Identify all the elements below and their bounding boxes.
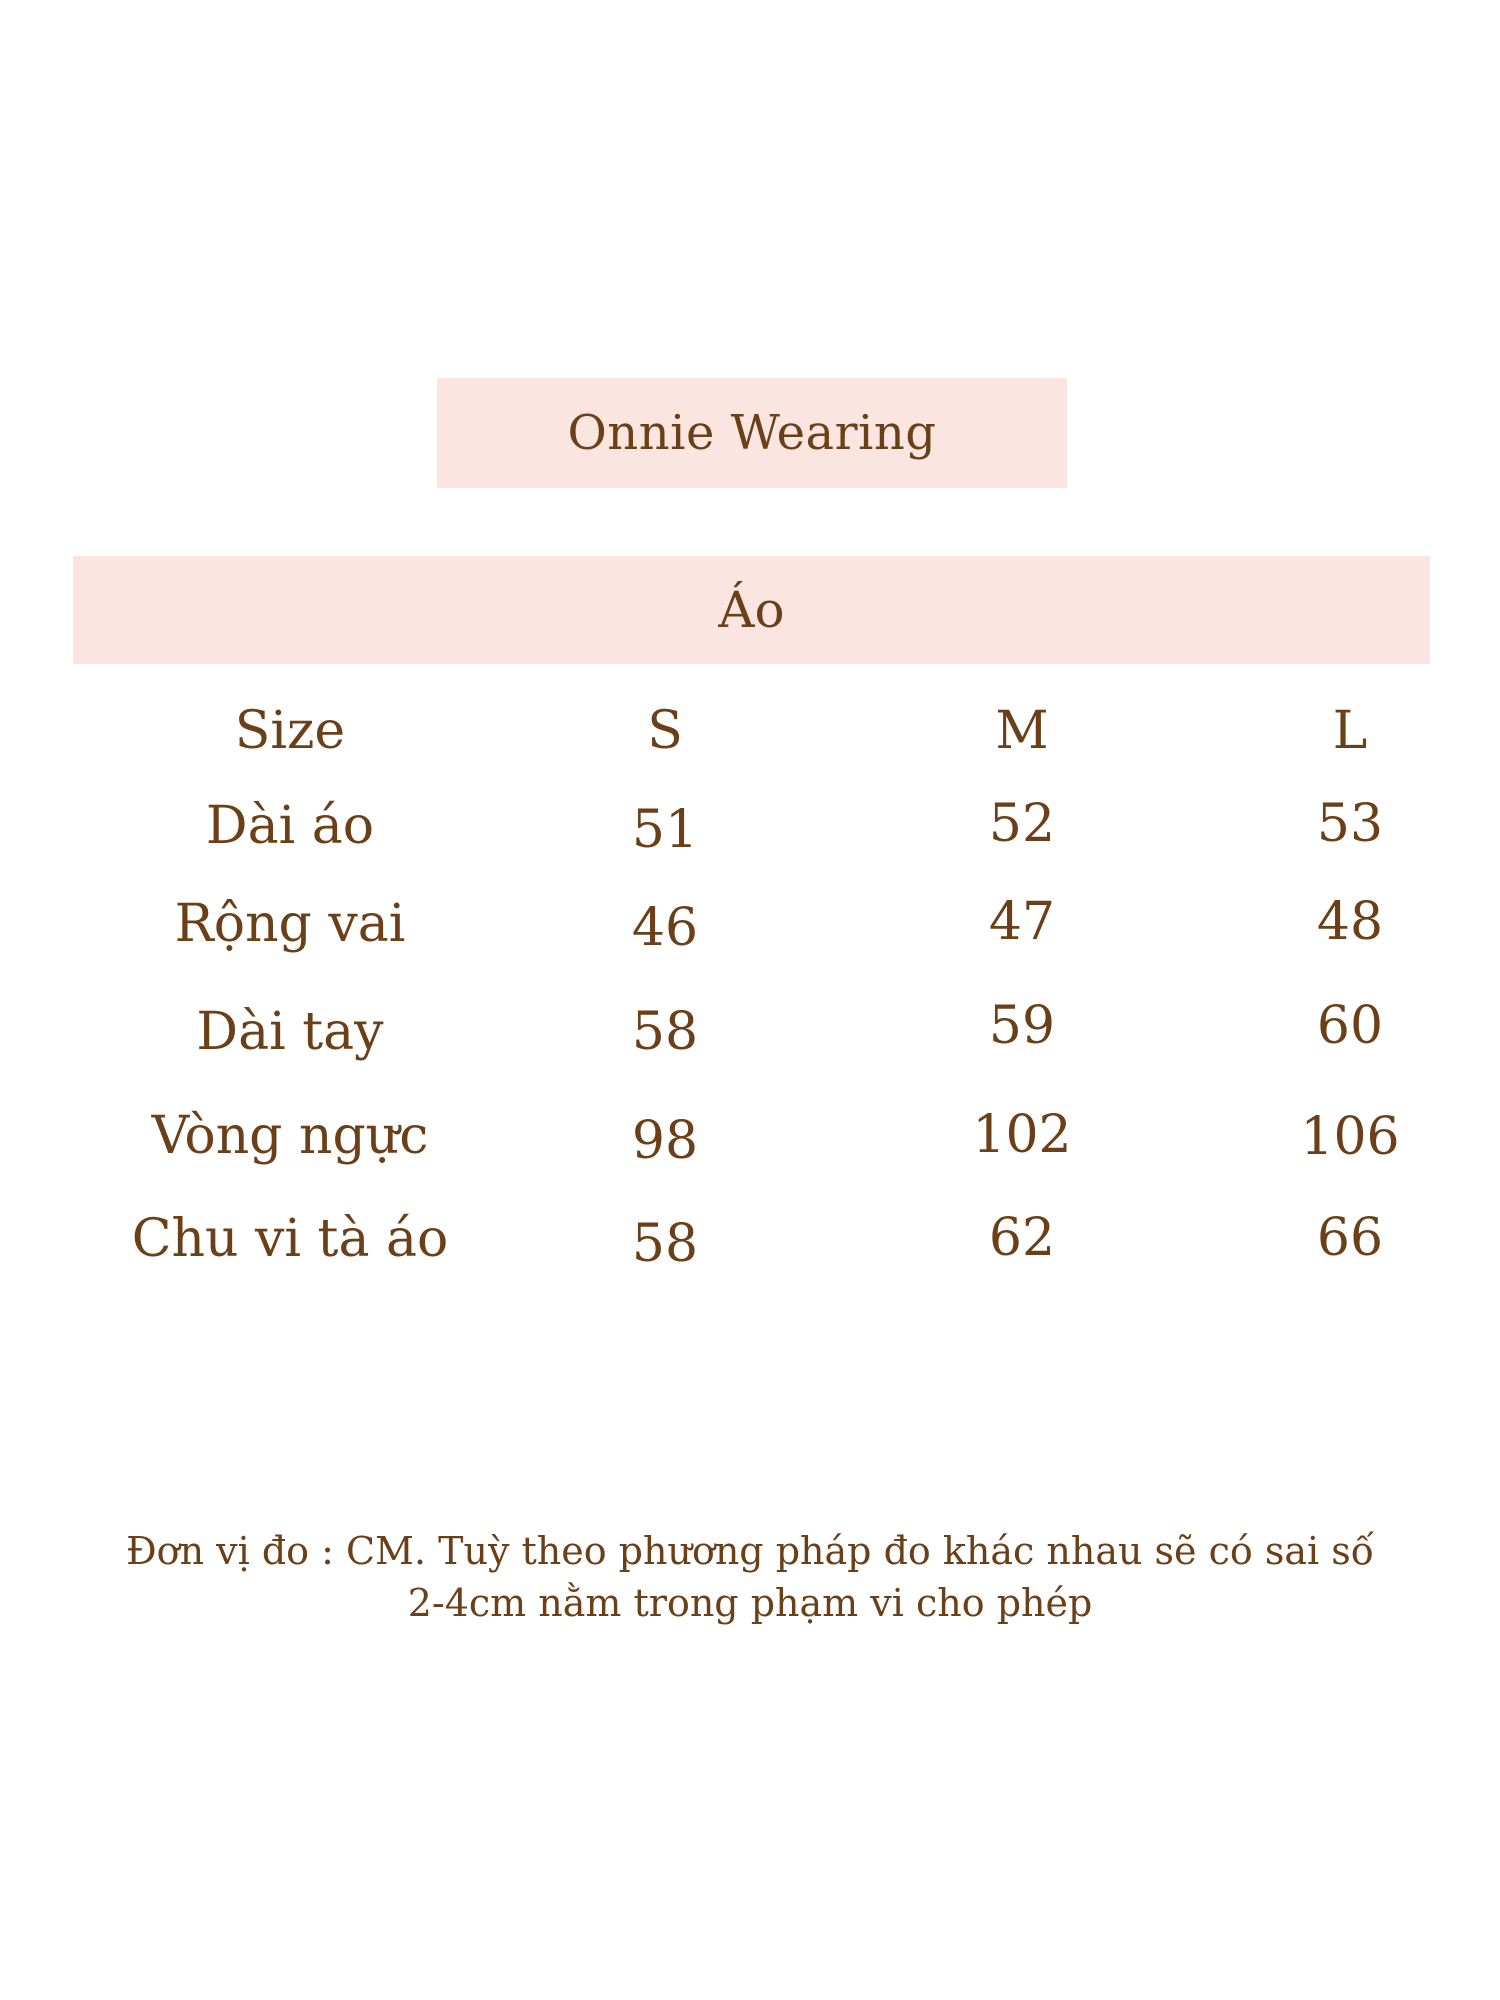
category-title: Áo [718, 581, 785, 639]
table-cell: 47 [988, 892, 1056, 952]
table-cell: 58 [631, 1214, 699, 1274]
note-line-2: 2-4cm nằm trong phạm vi cho phép [407, 1581, 1093, 1625]
brand-title: Onnie Wearing [567, 405, 937, 461]
measurement-note [0, 1525, 1500, 1629]
row-label: Chu vi tà áo [131, 1209, 449, 1269]
table-cell: 58 [631, 1002, 699, 1062]
table-cell: 98 [631, 1111, 699, 1171]
header-size-label: Size [234, 701, 346, 761]
row-label: Dài tay [196, 1002, 384, 1062]
brand-title-box [437, 378, 1067, 488]
row-label: Rộng vai [174, 894, 406, 954]
row-label: Vòng ngực [151, 1106, 429, 1166]
table-cell: 51 [631, 800, 699, 860]
row-label: Dài áo [205, 796, 375, 856]
table-cell: 52 [988, 794, 1056, 854]
table-cell: 102 [972, 1105, 1072, 1165]
note-line-1: Đơn vị đo : CM. Tuỳ theo phương pháp đo khác nhau sẽ có sai số [126, 1529, 1374, 1573]
table-cell: 46 [631, 898, 699, 958]
table-cell: 59 [988, 996, 1056, 1056]
header-size-l: L [1332, 701, 1368, 761]
table-cell: 60 [1316, 996, 1384, 1056]
table-cell: 66 [1316, 1208, 1384, 1268]
table-cell: 53 [1316, 794, 1384, 854]
table-cell: 48 [1316, 892, 1384, 952]
table-cell: 106 [1300, 1107, 1400, 1167]
header-size-s: S [647, 701, 683, 761]
category-header [73, 556, 1430, 664]
header-size-m: M [995, 701, 1049, 761]
table-cell: 62 [988, 1208, 1056, 1268]
